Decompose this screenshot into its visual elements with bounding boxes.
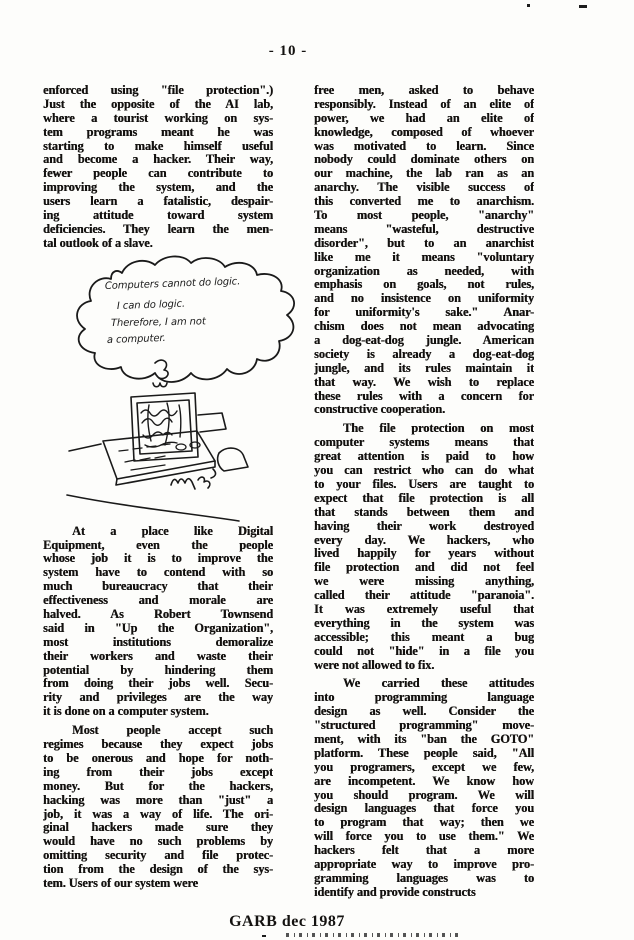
text-line: disorder", but to an anarchist: [314, 236, 534, 250]
thought-bubble-text: a computer.: [106, 332, 166, 346]
text-line: file protection and did not feel: [314, 561, 534, 575]
text-line: you should program. We will: [314, 788, 534, 802]
text-line: platform. These people said, "All: [314, 746, 534, 760]
text-line: deficiencies. They learn the men-: [43, 222, 273, 236]
text-line: gramming languages was to: [314, 871, 534, 885]
text-line: users learn a fatalistic, despair-: [43, 195, 273, 209]
text-line: regimes because they expect jobs: [43, 738, 273, 752]
text-line: where a tourist working on sys-: [43, 111, 273, 125]
text-line: potential by hindering them: [43, 663, 273, 677]
text-line: we were missing anything,: [314, 575, 534, 589]
text-line: that way. We wish to replace: [314, 375, 534, 389]
journal-footer: GARB dec 1987: [229, 913, 345, 930]
text-line: from doing their jobs well. Secu-: [43, 677, 273, 691]
text-line: to be onerous and hope for noth-: [43, 751, 273, 765]
text-line: computer systems means that: [314, 436, 534, 450]
text-line: would have no such problems by: [43, 835, 273, 849]
paragraph: [43, 84, 273, 251]
text-line: design languages that force you: [314, 802, 534, 816]
text-line: are incompetent. We know how: [314, 774, 534, 788]
text-line: whose job it is to improve the: [43, 552, 273, 566]
mouse-sketch: [218, 448, 248, 471]
text-line: tem. Users of our system were: [43, 876, 198, 890]
thought-bubble: [77, 256, 294, 386]
text-line: this converted me to anarchism.: [314, 195, 534, 209]
paragraph: [314, 422, 534, 672]
text-line: halved. As Robert Townsend: [43, 608, 273, 622]
right-column: [314, 84, 534, 900]
text-line: said in "Up the Organization",: [43, 621, 273, 635]
text-line: anarchy. The visible success of: [314, 181, 534, 195]
text-line: their workers and waste their: [43, 649, 273, 663]
paragraph: [314, 84, 534, 417]
text-line: everything in the system was: [314, 616, 534, 630]
screen-scribbles: [141, 403, 181, 447]
text-line: that stands between them and: [314, 505, 534, 519]
text-line: like me it means "voluntary: [314, 250, 534, 264]
side-unit: [198, 413, 226, 432]
scan-noise: [579, 5, 587, 8]
signature-squiggle: [171, 477, 210, 489]
text-line: job, it was a way of life. The ori-: [43, 807, 273, 821]
text-line: ginal hackers made sure they: [43, 821, 273, 835]
page-number: - 10 -: [268, 43, 308, 59]
text-line: design as well. Consider the: [314, 705, 534, 719]
cartoon-illustration: [43, 255, 273, 523]
text-line: tal outlook of a slave.: [43, 236, 153, 250]
desk-edge-left: [69, 444, 101, 451]
text-line: was motivated to learn. Since: [314, 139, 534, 153]
text-line: our machine, the lab ran as an: [314, 167, 534, 181]
paragraph: [43, 525, 273, 719]
text-line: society is already a dog-eat-dog: [314, 347, 534, 361]
computer-sketch: [67, 393, 248, 521]
bubble-trail-curl: [153, 383, 167, 387]
text-line: organization as needed, with: [314, 264, 534, 278]
text-line: Most people accept such: [72, 724, 273, 738]
text-line: fewer people can contribute to: [43, 167, 273, 181]
text-line: improving the system, and the: [43, 181, 273, 195]
text-line: system have to contend with so: [43, 566, 273, 580]
text-line: free men, asked to behave: [314, 84, 534, 97]
text-line: ing from their jobs except: [43, 765, 273, 779]
text-line: nobody could dominate others on: [314, 153, 534, 167]
text-line: responsibly. Instead of an elite of: [314, 97, 534, 111]
text-line: money. But for the hackers,: [43, 779, 273, 793]
thought-bubble-text: I can do logic.: [116, 298, 186, 312]
text-line: At a place like Digital: [72, 524, 273, 538]
text-line: will force you to use them." We: [314, 830, 534, 844]
text-line: a dog-eat-dog jungle. American: [314, 334, 534, 348]
text-line: you programers, except we few,: [314, 760, 534, 774]
text-line: appropriate way to improve pro-: [314, 857, 534, 871]
text-line: ment, with its "ban the GOTO": [314, 732, 534, 746]
text-line: expect that file protection is all: [314, 491, 534, 505]
text-line: jungle, and its rules maintain it: [314, 361, 534, 375]
text-line: ing attitude toward system: [43, 209, 273, 223]
scan-noise: [286, 933, 458, 937]
text-line: means "wasteful, destructive: [314, 222, 534, 236]
text-line: constructive cooperation.: [314, 403, 446, 417]
text-line: most institutions demoralize: [43, 635, 273, 649]
text-line: "structured programming" move-: [314, 719, 534, 733]
text-line: to your files. Users are taught to: [314, 477, 534, 491]
text-line: identify and provide constructs: [314, 885, 476, 899]
text-line: into programming language: [314, 691, 534, 705]
text-line: Equipment, even the people: [43, 538, 273, 552]
text-line: starting to make himself useful: [43, 139, 273, 153]
text-line: effectiveness and morale are: [43, 594, 273, 608]
text-line: every day. We hackers, who: [314, 533, 534, 547]
left-column: [43, 84, 273, 891]
text-line: rity and privileges are the way: [43, 691, 273, 705]
text-line: called their attitude "paranoia".: [314, 589, 534, 603]
text-line: The file protection on most: [343, 422, 534, 436]
scan-noise: [262, 935, 266, 937]
text-line: to program that way; then we: [314, 816, 534, 830]
text-line: you can restrict who can do what: [314, 464, 534, 478]
text-line: To most people, "anarchy": [314, 209, 534, 223]
text-line: chism does not mean advocating: [314, 320, 534, 334]
text-line: great attention is paid to how: [314, 450, 534, 464]
monitor-screen: [137, 400, 192, 454]
text-line: and no insistence on uniformity: [314, 292, 534, 306]
text-line: hacking was more than "just" a: [43, 793, 273, 807]
text-line: accessible; this meant a bug: [314, 630, 534, 644]
scan-noise: [527, 4, 530, 7]
desk-edge-front: [67, 495, 239, 521]
cable-squiggle: [211, 469, 216, 478]
text-line: Just the opposite of the AI lab,: [43, 97, 273, 111]
paragraph: [314, 677, 534, 899]
text-line: and become a hacker. Their way,: [43, 153, 273, 167]
text-line: tion from the design of the sys-: [43, 863, 273, 877]
thought-bubble-text: Computers cannot do logic.: [104, 275, 241, 292]
text-line: We carried these attitudes: [343, 677, 534, 691]
paragraph: [43, 724, 273, 891]
text-line: omitting security and file protec-: [43, 849, 273, 863]
text-line: power, we had an elite of: [314, 111, 534, 125]
text-line: these rules with a concern for: [314, 389, 534, 403]
thought-bubble-text: Therefore, I am not: [110, 316, 206, 329]
text-line: emphasis on goals, not rules,: [314, 278, 534, 292]
text-line: having their work destroyed: [314, 519, 534, 533]
text-line: enforced using "file protection".): [43, 84, 273, 97]
text-line: It was extremely useful that: [314, 602, 534, 616]
text-line: hackers felt that a more: [314, 844, 534, 858]
text-line: could not "hide" in a file you: [314, 644, 534, 658]
text-line: for uniformity's sake." Anar-: [314, 306, 534, 320]
text-line: knowledge, composed of whoever: [314, 125, 534, 139]
text-line: were not allowed to fix.: [314, 658, 435, 672]
text-line: it is done on a computer system.: [43, 705, 209, 719]
text-line: much bureaucracy that their: [43, 580, 273, 594]
text-line: lived happily for years without: [314, 547, 534, 561]
text-line: tem programs meant he was: [43, 125, 273, 139]
